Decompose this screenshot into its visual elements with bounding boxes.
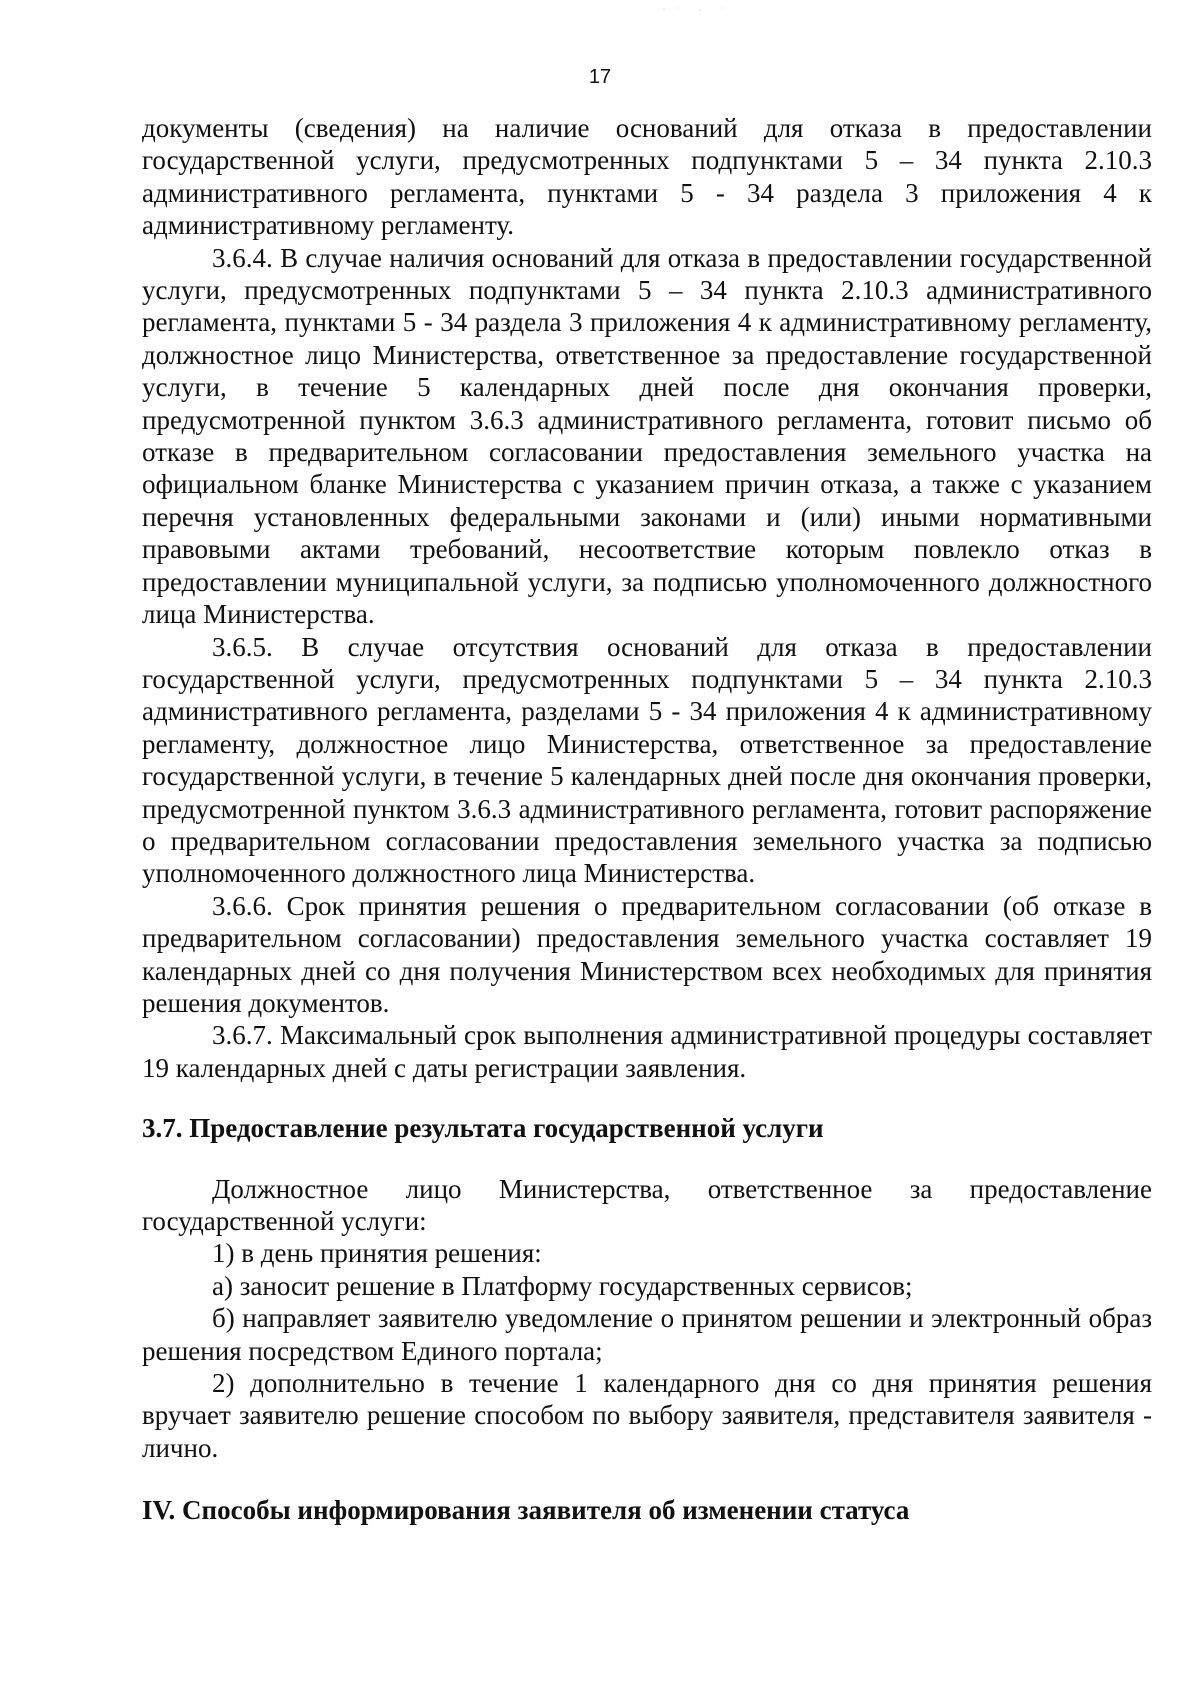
list-item-1b: б) направляет заявителю уведомление о принятом решении и электронный образ решения посредством Единого портала; <box>142 1303 1152 1366</box>
paragraph-3-6-7: 3.6.7. Максимальный срок выполнения административной процедуры составляет 19 календарных дней с даты регистрации заявления. <box>142 1020 1152 1083</box>
section-heading-iv: IV. Способы информирования заявителя об изменении статуса <box>142 1495 910 1526</box>
paragraph-continuation: документы (сведения) на наличие оснований для отказа в предоставлении государственной услуги, предусмотренных подпунктами 5 – 34 пункта 2.10.3 административного регламента, пунктами 5 - 34 раздела 3 приложения 4 к административному регламенту. <box>142 113 1152 241</box>
paragraph-3-6-6: 3.6.6. Срок принятия решения о предварительном согласовании (об отказе в предварительном согласовании) предоставления земельного участка составляет 19 календарных дней со дня получения Министерством всех необходимых для принятия решения документов. <box>142 890 1152 1018</box>
section-heading-3-7: 3.7. Предоставление результата государственной услуги <box>142 1113 824 1144</box>
list-item-1: 1) в день принятия решения: <box>212 1238 542 1269</box>
document-body <box>142 112 1152 1527</box>
list-item-2: 2) дополнительно в течение 1 календарного дня со дня принятия решения вручает заявителю решение способом по выбору заявителя, представителя заявителя - лично. <box>142 1368 1152 1463</box>
scan-noise <box>660 6 740 12</box>
paragraph-3-6-4: 3.6.4. В случае наличия оснований для отказа в предоставлении государственной услуги, предусмотренных подпунктами 5 – 34 пункта 2.10.3 административного регламента, пунктами 5 - 34 раздела 3 приложения 4 к административному регламенту, должностное лицо Министерства, ответственное за предоставление государственной услуги, в течение 5 календарных дней после дня окончания проверки, предусмотренной пунктом 3.6.3 административного регламента, готовит письмо об отказе в предварительном согласовании предоставления земельного участка на официальном бланке Министерства с указанием причин отказа, а также с указанием перечня установленных федеральными законами и (или) иными нормативными правовыми актами требований, несоответствие которым повлекло отказ в предоставлении муниципальной услуги, за подписью уполномоченного должностного лица Министерства. <box>142 242 1152 630</box>
list-item-1a: а) заносит решение в Платформу государственных сервисов; <box>212 1270 913 1301</box>
paragraph-3-6-5: 3.6.5. В случае отсутствия оснований для отказа в предоставлении государственной услуги, предусмотренных подпунктами 5 – 34 пункта 2.10.3 административного регламента, разделами 5 - 34 приложения 4 к административному регламенту, должностное лицо Министерства, ответственное за предоставление государственной услуги, в течение 5 календарных дней после дня окончания проверки, предусмотренной пунктом 3.6.3 административного регламента, готовит распоряжение о предварительном согласовании предоставления земельного участка за подписью уполномоченного должностного лица Министерства. <box>142 631 1152 889</box>
page-number: 17 <box>588 66 612 88</box>
paragraph-responsible-official: Должностное лицо Министерства, ответственное за предоставление государственной услуги: <box>142 1173 1152 1236</box>
